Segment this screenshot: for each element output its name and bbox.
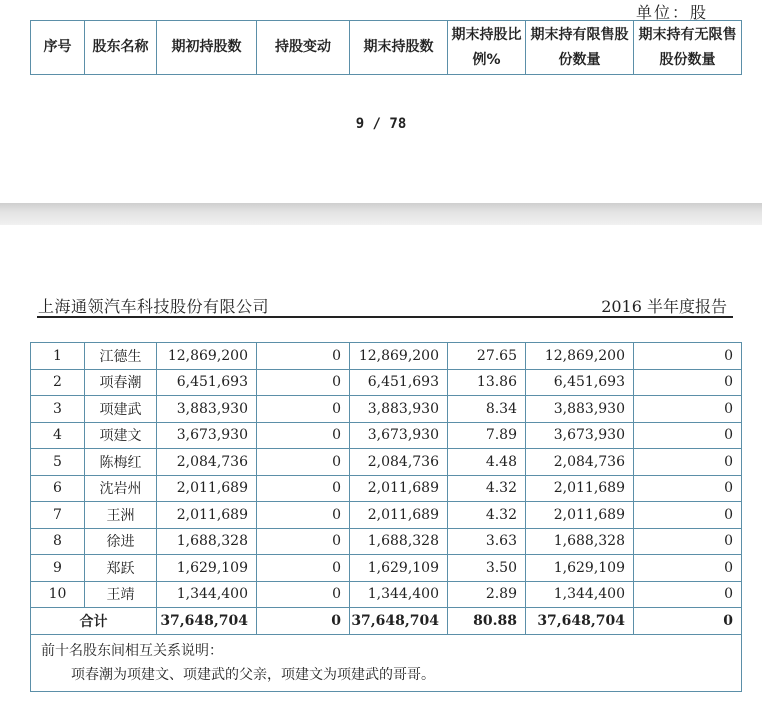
row-end: 1,629,109 [350,555,448,582]
row-unrestricted: 0 [634,449,742,476]
row-end: 2,084,736 [350,449,448,476]
row-name: 徐进 [85,528,157,555]
shareholder-table [30,342,742,692]
col-header-end: 期末持股数 [350,21,448,75]
table-row [31,369,742,396]
row-change: 0 [257,555,350,582]
table-row [31,343,742,370]
table-row [31,555,742,582]
row-unrestricted: 0 [634,475,742,502]
row-restricted: 1,344,400 [526,581,634,608]
row-ratio: 2.89 [448,581,526,608]
row-ratio: 4.48 [448,449,526,476]
row-change: 0 [257,369,350,396]
row-restricted: 2,084,736 [526,449,634,476]
row-no: 1 [31,343,85,370]
row-ratio: 27.65 [448,343,526,370]
row-no: 2 [31,369,85,396]
row-begin: 1,629,109 [157,555,257,582]
col-header-restricted: 期末持有限售股份数量 [526,21,634,75]
col-header-unrestricted: 期末持有无限售股份数量 [634,21,742,75]
row-ratio: 3.63 [448,528,526,555]
row-begin: 2,011,689 [157,475,257,502]
row-change: 0 [257,449,350,476]
total-begin: 37,648,704 [157,608,257,635]
row-change: 0 [257,343,350,370]
row-name: 项春潮 [85,369,157,396]
row-change: 0 [257,396,350,423]
page-number: 9 / 78 [355,116,407,132]
note-row [31,634,742,691]
col-header-change: 持股变动 [257,21,350,75]
row-change: 0 [257,502,350,529]
row-name: 陈梅红 [85,449,157,476]
row-no: 10 [31,581,85,608]
row-name: 江德生 [85,343,157,370]
row-change: 0 [257,581,350,608]
total-end: 37,648,704 [350,608,448,635]
row-unrestricted: 0 [634,369,742,396]
table-row [31,396,742,423]
total-restricted: 37,648,704 [526,608,634,635]
table-row [31,475,742,502]
row-begin: 6,451,693 [157,369,257,396]
row-unrestricted: 0 [634,528,742,555]
row-restricted: 12,869,200 [526,343,634,370]
row-ratio: 4.32 [448,502,526,529]
row-name: 王洲 [85,502,157,529]
row-ratio: 3.50 [448,555,526,582]
row-no: 7 [31,502,85,529]
row-end: 1,688,328 [350,528,448,555]
row-no: 9 [31,555,85,582]
row-restricted: 6,451,693 [526,369,634,396]
total-ratio: 80.88 [448,608,526,635]
shareholder-table-header [30,20,742,75]
table-row [31,528,742,555]
row-restricted: 1,688,328 [526,528,634,555]
row-end: 1,344,400 [350,581,448,608]
row-no: 4 [31,422,85,449]
row-unrestricted: 0 [634,502,742,529]
col-header-begin: 期初持股数 [157,21,257,75]
unit-label: 单位：股 [636,3,709,22]
col-header-name: 股东名称 [85,21,157,75]
row-no: 8 [31,528,85,555]
total-row [31,608,742,635]
row-begin: 2,084,736 [157,449,257,476]
table-row [31,581,742,608]
row-name: 项建文 [85,422,157,449]
row-begin: 3,673,930 [157,422,257,449]
row-restricted: 2,011,689 [526,475,634,502]
col-header-no: 序号 [31,21,85,75]
row-change: 0 [257,475,350,502]
row-change: 0 [257,528,350,555]
note-body: 项春潮为项建文、项建武的父亲，项建文为项建武的哥哥。 [71,666,435,683]
row-begin: 3,883,930 [157,396,257,423]
total-change: 0 [257,608,350,635]
row-begin: 2,011,689 [157,502,257,529]
row-unrestricted: 0 [634,555,742,582]
row-unrestricted: 0 [634,396,742,423]
col-header-ratio: 期末持股比例% [448,21,526,75]
row-name: 王靖 [85,581,157,608]
row-name: 郑跃 [85,555,157,582]
row-ratio: 8.34 [448,396,526,423]
row-begin: 1,344,400 [157,581,257,608]
row-ratio: 7.89 [448,422,526,449]
row-ratio: 13.86 [448,369,526,396]
report-title: 2016 半年度报告 [601,297,727,316]
page-break [0,203,762,225]
total-unrestricted: 0 [634,608,742,635]
row-restricted: 1,629,109 [526,555,634,582]
row-unrestricted: 0 [634,343,742,370]
row-end: 12,869,200 [350,343,448,370]
row-end: 2,011,689 [350,475,448,502]
row-no: 6 [31,475,85,502]
total-label: 合计 [31,608,157,635]
row-no: 3 [31,396,85,423]
row-restricted: 3,673,930 [526,422,634,449]
table-row [31,502,742,529]
company-name: 上海通领汽车科技股份有限公司 [38,297,270,316]
row-end: 3,883,930 [350,396,448,423]
row-begin: 1,688,328 [157,528,257,555]
row-no: 5 [31,449,85,476]
relationship-note [31,634,742,691]
row-end: 3,673,930 [350,422,448,449]
row-change: 0 [257,422,350,449]
row-end: 6,451,693 [350,369,448,396]
row-name: 沈岩州 [85,475,157,502]
row-name: 项建武 [85,396,157,423]
row-ratio: 4.32 [448,475,526,502]
header-rule [37,316,733,318]
row-begin: 12,869,200 [157,343,257,370]
row-end: 2,011,689 [350,502,448,529]
row-unrestricted: 0 [634,422,742,449]
table-row [31,449,742,476]
table-row [31,422,742,449]
row-unrestricted: 0 [634,581,742,608]
row-restricted: 3,883,930 [526,396,634,423]
note-title: 前十名股东间相互关系说明： [41,642,223,659]
row-restricted: 2,011,689 [526,502,634,529]
